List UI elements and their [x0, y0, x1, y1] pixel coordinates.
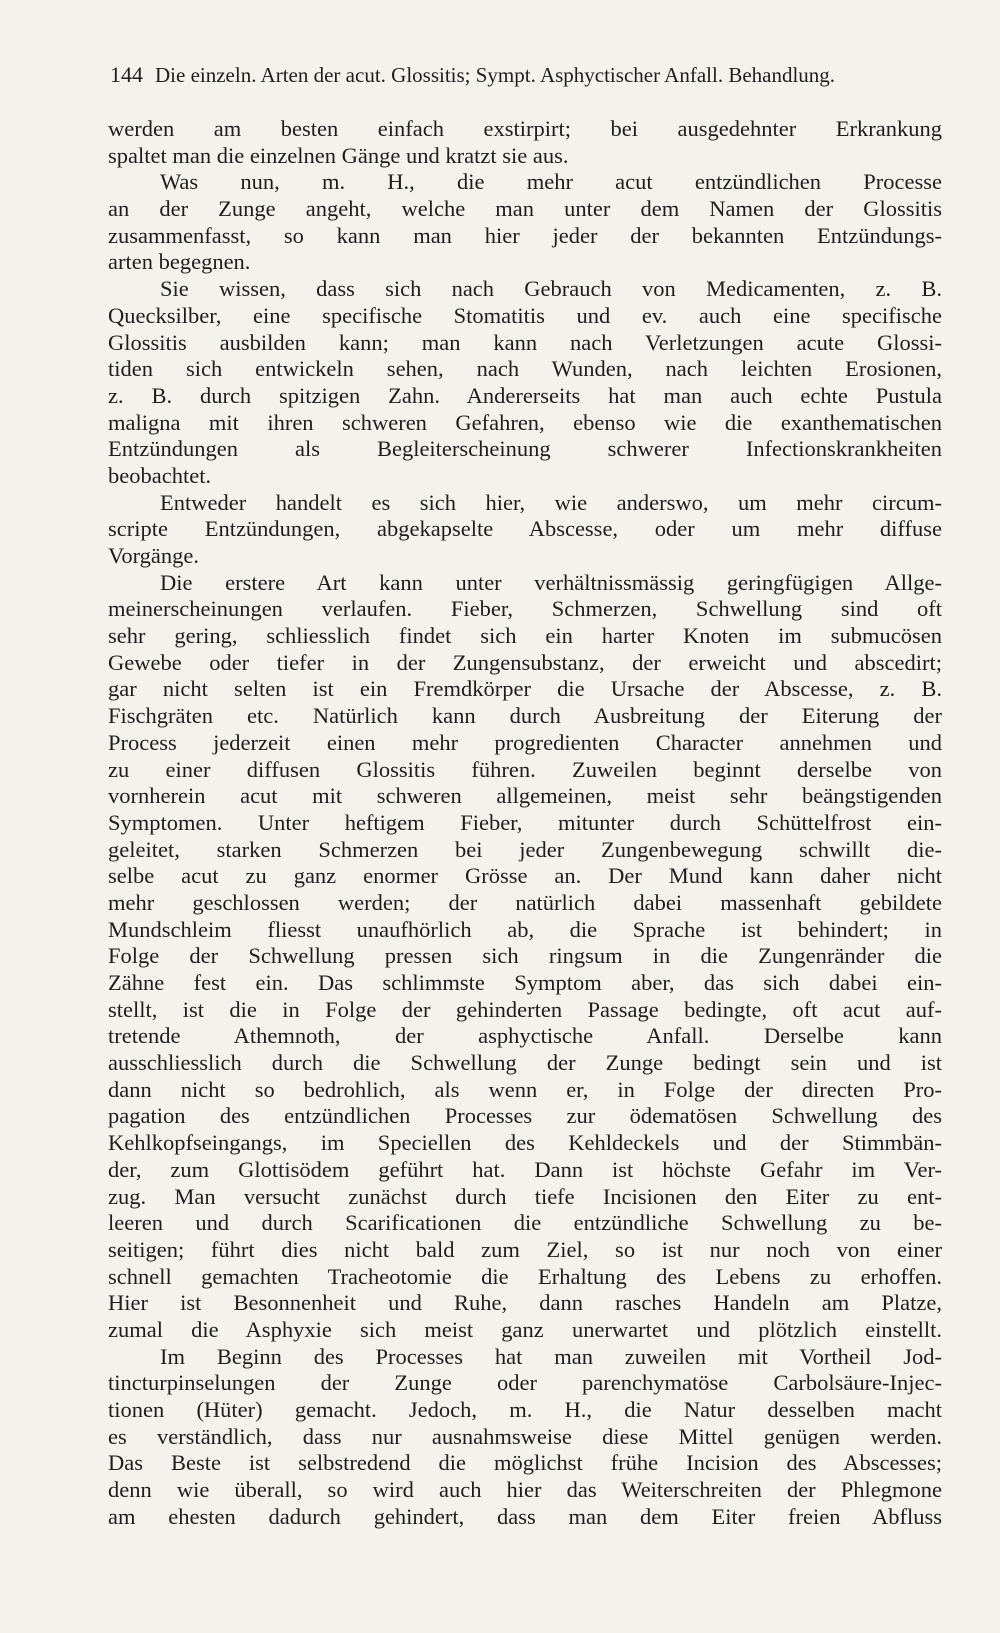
text-line: Zähne fest ein. Das schlimmste Symptom aber, das sich dabei ein-	[108, 970, 942, 995]
text-line: der, zum Glottisödem geführt hat. Dann ist höchste Gefahr im Ver-	[108, 1156, 942, 1182]
text-line: meinerscheinungen verlaufen. Fieber, Schmerzen, Schwellung sind oft	[108, 596, 942, 622]
text-line: dann nicht so bedrohlich, als wenn er, in Folge der directen Pro-	[108, 1076, 942, 1102]
text-line: zusammenfasst, so kann man hier jeder der bekannten Entzündungs-	[108, 222, 942, 248]
text-line: tionen (Hüter) gemacht. Jedoch, m. H., die Natur desselben macht	[108, 1397, 942, 1422]
text-line: tiden sich entwickeln sehen, nach Wunden, nach leichten Erosionen,	[108, 356, 942, 382]
text-line: z. B. durch spitzigen Zahn. Andererseits hat man auch echte Pustula	[108, 382, 942, 408]
text-line: zug. Man versucht zunächst durch tiefe Incisionen den Eiter zu ent-	[108, 1183, 942, 1209]
page-number: 144	[110, 62, 143, 87]
text-line: geleitet, starken Schmerzen bei jeder Zungenbewegung schwillt die-	[108, 836, 942, 862]
text-line: Das Beste ist selbstredend die möglichst frühe Incision des Abscesses;	[108, 1450, 942, 1476]
text-line: an der Zunge angeht, welche man unter dem Namen der Glossitis	[108, 196, 942, 222]
text-line: Gewebe oder tiefer in der Zungensubstanz, der erweicht und abscedirt;	[108, 649, 942, 675]
text-line: Vorgänge.	[108, 543, 200, 568]
text-line: sehr gering, schliesslich findet sich ein harter Knoten im submucösen	[108, 623, 942, 649]
text-line: gar nicht selten ist ein Fremdkörper die Ursache der Abscesse, z. B.	[108, 676, 942, 702]
text-line: zumal die Asphyxie sich meist ganz unerwartet und plötzlich einstellt.	[108, 1316, 942, 1342]
text-line: schnell gemachten Tracheotomie die Erhaltung des Lebens zu erhoffen.	[108, 1263, 942, 1289]
text-line: Die erstere Art kann unter verhältnissmässig geringfügigen Allge-	[160, 569, 942, 595]
text-line: Hier ist Besonnenheit und Ruhe, dann rasches Handeln am Platze,	[108, 1290, 942, 1316]
text-line: Entweder handelt es sich hier, wie anderswo, um mehr circum-	[160, 489, 942, 515]
text-line: stellt, ist die in Folge der gehinderten Passage bedingte, oft acut auf-	[108, 996, 942, 1022]
text-line: tincturpinselungen der Zunge oder parenchymatöse Carbolsäure-Injec-	[108, 1370, 942, 1396]
text-line: arten begegnen.	[108, 249, 251, 275]
text-line: Im Beginn des Processes hat man zuweilen mit Vortheil Jod-	[160, 1343, 942, 1369]
text-line: Mundschleim fliesst unaufhörlich ab, die Sprache ist behindert; in	[108, 916, 942, 942]
text-line: ausschliesslich durch die Schwellung der Zunge bedingt sein und ist	[108, 1050, 942, 1076]
text-line: maligna mit ihren schweren Gefahren, ebenso wie die exanthematischen	[108, 409, 942, 435]
text-line: Quecksilber, eine specifische Stomatitis und ev. auch eine specifische	[108, 302, 942, 328]
text-line: selbe acut zu ganz enormer Grösse an. Der Mund kann daher nicht	[108, 863, 942, 889]
text-line: zu einer diffusen Glossitis führen. Zuweilen beginnt derselbe von	[108, 756, 942, 782]
text-line: am ehesten dadurch gehindert, dass man dem Eiter freien Abfluss	[108, 1503, 942, 1529]
text-line: tretende Athemnoth, der asphyctische Anfall. Derselbe kann	[108, 1023, 942, 1049]
text-line: Process jederzeit einen mehr progredienten Character annehmen und	[108, 729, 942, 755]
text-line: denn wie überall, so wird auch hier das Weiterschreiten der Phlegmone	[108, 1477, 942, 1503]
text-line: leeren und durch Scarificationen die entzündliche Schwellung zu be-	[108, 1210, 942, 1236]
text-line: seitigen; führt dies nicht bald zum Ziel, so ist nur noch von einer	[108, 1236, 942, 1262]
text-line: Kehlkopfseingangs, im Speciellen des Kehldeckels und der Stimmbän-	[108, 1130, 942, 1156]
text-line: Sie wissen, dass sich nach Gebrauch von Medicamenten, z. B.	[160, 276, 942, 302]
text-line: pagation des entzündlichen Processes zur ödematösen Schwellung des	[108, 1103, 942, 1129]
text-line: Symptomen. Unter heftigem Fieber, mitunter durch Schüttelfrost ein-	[108, 809, 942, 835]
running-header	[110, 58, 940, 92]
text-line: scripte Entzündungen, abgekapselte Abscesse, oder um mehr diffuse	[108, 516, 942, 542]
text-line: Glossitis ausbilden kann; man kann nach Verletzungen acute Glossi-	[108, 329, 942, 355]
text-line: spaltet man die einzelnen Gänge und kratzt sie aus.	[108, 142, 569, 168]
text-line: mehr geschlossen werden; der natürlich dabei massenhaft gebildete	[108, 889, 942, 915]
text-line: vornherein acut mit schweren allgemeinen, meist sehr beängstigenden	[108, 783, 942, 809]
running-title: Die einzeln. Arten der acut. Glossitis; Sympt. Asphyctischer Anfall. Behandlung.	[155, 63, 836, 87]
text-line: werden am besten einfach exstirpirt; bei ausgedehnter Erkrankung	[108, 116, 942, 141]
text-line: Fischgräten etc. Natürlich kann durch Ausbreitung der Eiterung der	[108, 703, 942, 729]
text-line: Folge der Schwellung pressen sich ringsum in die Zungenränder die	[108, 943, 942, 969]
text-line: Entzündungen als Begleiterscheinung schwerer Infectionskrankheiten	[108, 436, 942, 462]
text-line: es verständlich, dass nur ausnahmsweise diese Mittel genügen werden.	[108, 1423, 942, 1449]
text-line: beobachtet.	[108, 462, 212, 488]
body-text	[108, 116, 942, 1530]
text-line: Was nun, m. H., die mehr acut entzündlichen Processe	[160, 169, 942, 195]
